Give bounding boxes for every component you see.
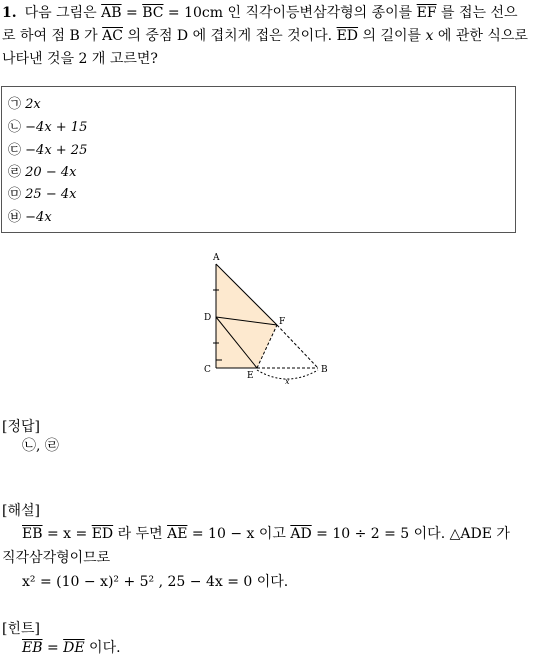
question-number: 1. — [2, 5, 17, 21]
choice-item[interactable]: ㉣ 20 − 4x — [8, 165, 77, 180]
hint-text: $\overline{EB} = \overline{DE}$ 이다. — [22, 640, 121, 656]
hint-label: [힌트] — [2, 621, 40, 637]
question-text: 1. 다음 그림은 $\overline{AB} = \overline{BC} = 10cm$ 인 직각이등변삼각형의 종이를 $\overline{EF}$ 를 접는 선으로 하여 점 B 가 $\overline{AC}$ 의 중점 D 에 겹치게 접은 것이다. $\overline{ED}$ 의 길이를 x 에 관한 식으로 나타낸 것을 2 개 고르면? — [2, 5, 528, 67]
solution-line-3: x² = (10 − x)² + 5² , 25 − 4x = 0 이다. — [22, 574, 289, 590]
label-b: B — [321, 365, 328, 375]
label-d: D — [204, 313, 212, 323]
label-a: A — [213, 253, 220, 263]
label-c: C — [204, 365, 211, 375]
choice-item[interactable]: ㉤ 25 − 4x — [8, 187, 77, 202]
choice-item[interactable]: ㉢ −4x + 25 — [8, 143, 88, 158]
label-e: E — [247, 371, 254, 381]
solution-line-2: 직각삼각형이므로 — [2, 550, 111, 566]
dashed-fb — [277, 325, 318, 368]
answer-label: [정답] — [2, 419, 40, 435]
choice-item[interactable]: ㉥ −4x — [8, 210, 52, 225]
choices-box — [1, 86, 516, 233]
solution-line-1: $\overline{EB} = x = \overline{ED}$ 라 두면 $\overline{AE} = 10 - x$ 이고 $\overline{AD} = 10 \div 2 = 5$ 이다. △ADE 가 — [22, 526, 510, 542]
choice-item[interactable]: ㉡ −4x + 15 — [8, 120, 88, 135]
choice-item[interactable]: ㉠ 2x — [8, 97, 41, 112]
label-f: F — [279, 317, 286, 327]
label-x: x — [285, 377, 290, 386]
solution-label: [해설] — [2, 503, 40, 519]
folded-triangle-figure — [200, 250, 335, 390]
answer-text: ㉡, ㉣ — [22, 438, 59, 454]
